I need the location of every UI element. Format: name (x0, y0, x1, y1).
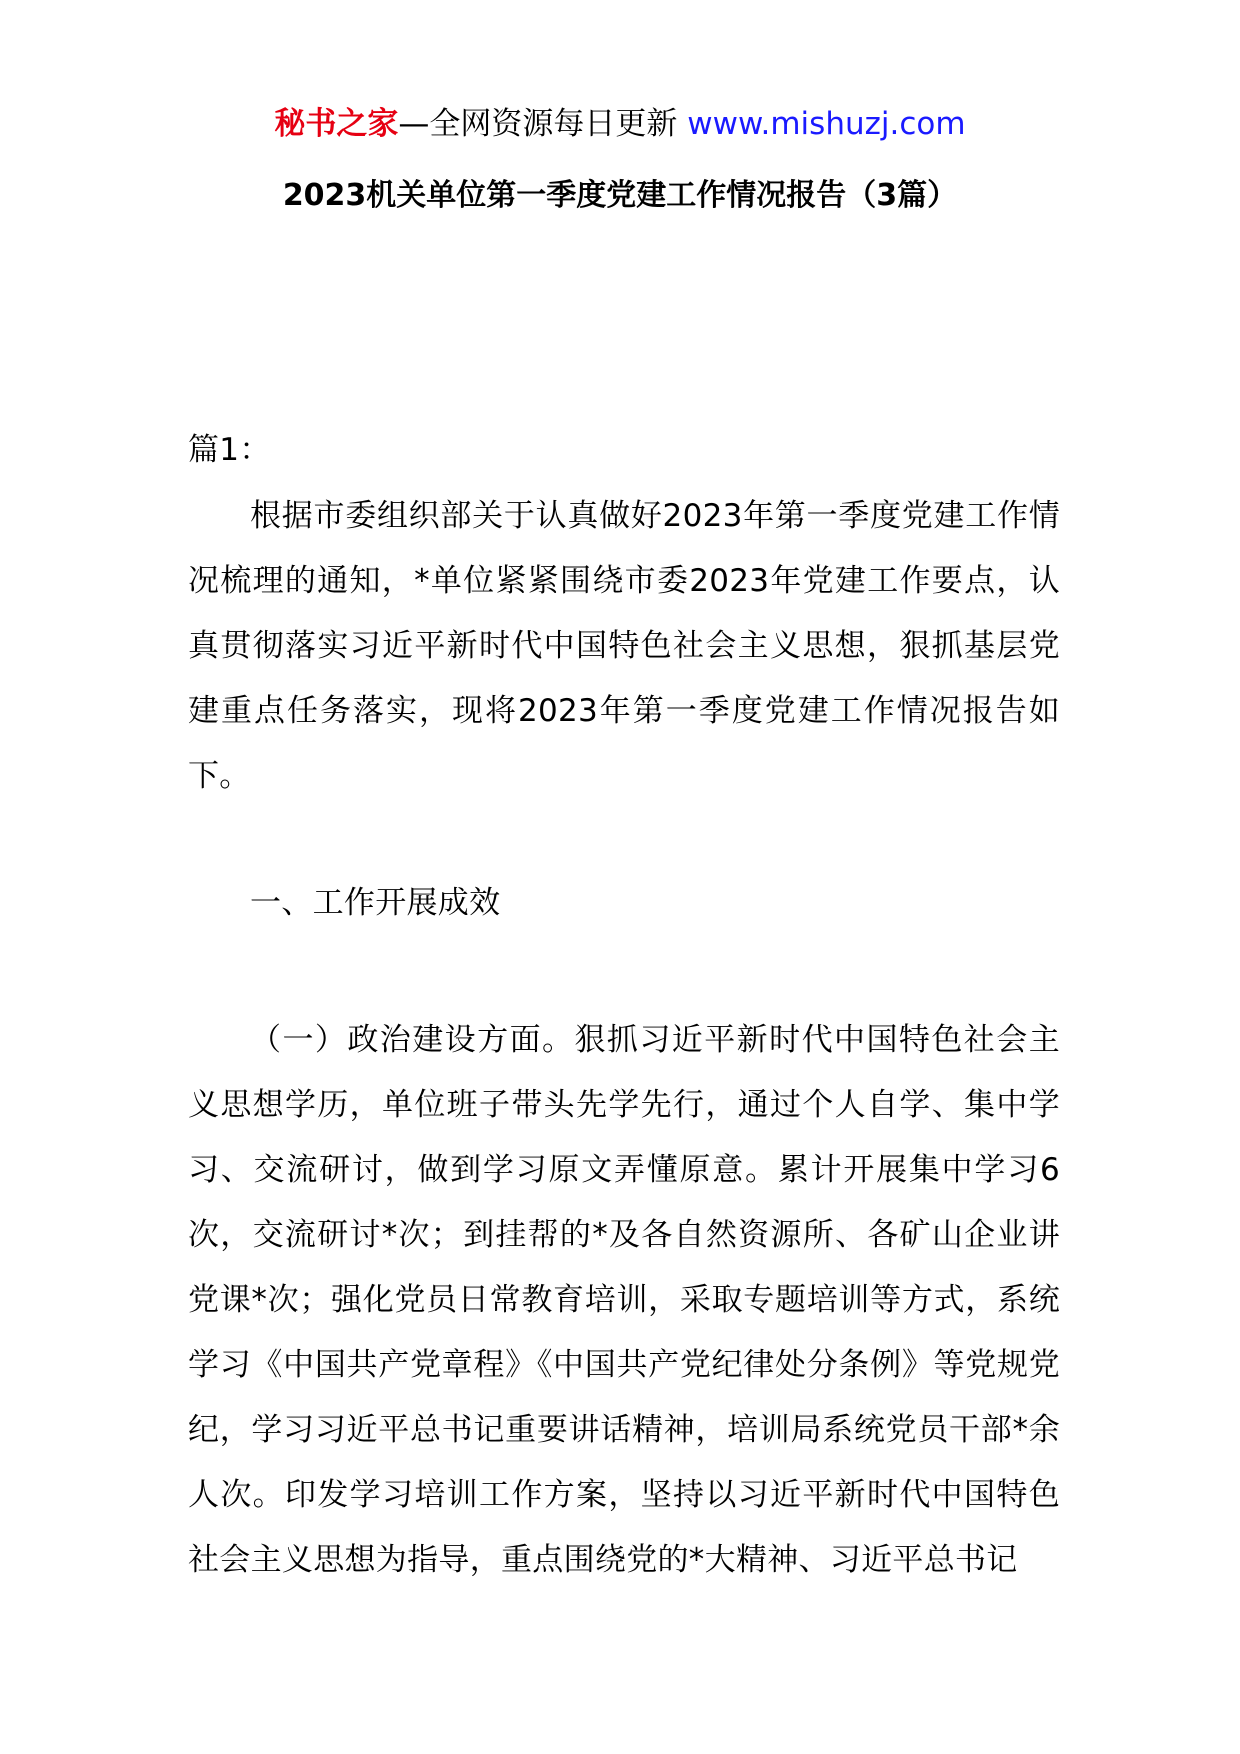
section-label: 篇1： (188, 432, 271, 468)
website-link[interactable]: www.mishuzj.com (687, 106, 966, 142)
section-heading: 一、工作开展成效 (250, 885, 501, 921)
body-paragraph: （一）政治建设方面。狠抓习近平新时代中国特色社会主义思想学历，单位班子带头先学先行，通过个人自学、集中学习、交流研讨，做到学习原文弄懂原意。累计开展集中学习6次，交流研讨*次；到挂帮的*及各自然资源所、各矿山企业讲党课*次；强化党员日常教育培训，采取专题培训等方式，系统学习《中国共产党章程》《中国共产党纪律处分条例》等党规党纪，学习习近平总书记重要讲话精神，培训局系统党员干部*余人次。印发学习培训工作方案，坚持以习近平新时代中国特色社会主义思想为指导，重点围绕党的*大精神、习近平总书记 (188, 1022, 1060, 1578)
document-title: 2023机关单位第一季度党建工作情况报告（3篇） (282, 178, 958, 213)
intro-paragraph: 根据市委组织部关于认真做好2023年第一季度党建工作情况梳理的通知，*单位紧紧围绕市委2023年党建工作要点，认真贯彻落实习近平新时代中国特色社会主义思想，狠抓基层党建重点任务落实，现将2023年第一季度党建工作情况报告如下。 (188, 498, 1060, 794)
header-slogan: —全网资源每日更新 (398, 106, 688, 142)
site-header (0, 100, 1240, 148)
brand-name: 秘书之家 (274, 106, 399, 142)
